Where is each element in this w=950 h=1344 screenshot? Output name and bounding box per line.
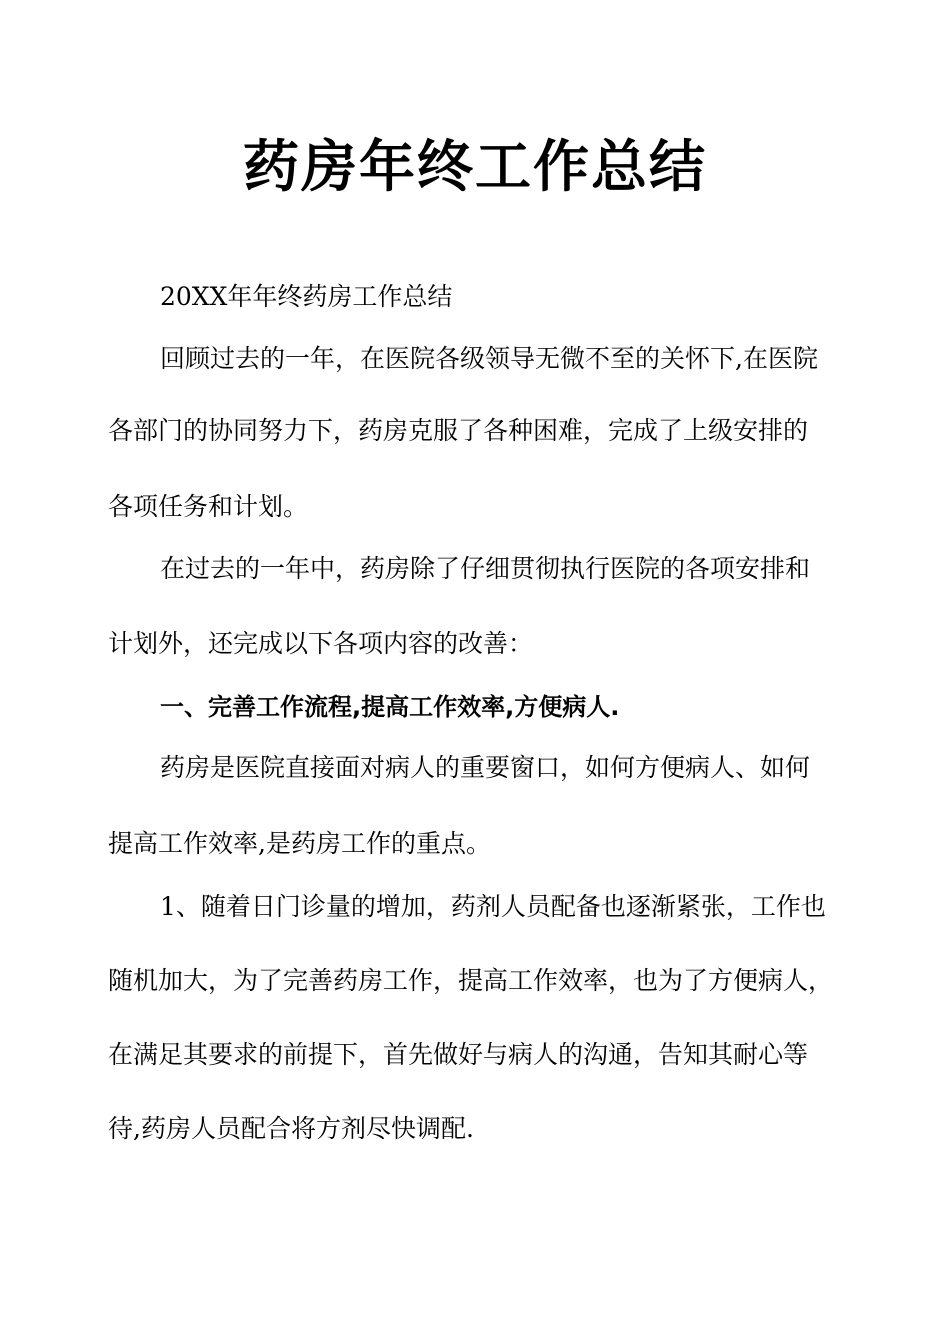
paragraph-2-line-1: 在过去的一年中，药房除了仔细贯彻执行医院的各项安排和 xyxy=(160,554,811,583)
document-title: 药房年终工作总结 xyxy=(243,135,707,200)
paragraph-1-line-2: 各部门的协同努力下，药房克服了各种困难，完成了上级安排的 xyxy=(108,416,809,445)
paragraph-4-line-4: 待,药房人员配合将方剂尽快调配. xyxy=(108,1114,474,1143)
paragraph-4-line-2: 随机加大，为了完善药房工作，提高工作效率，也为了方便病人， xyxy=(108,966,834,995)
paragraph-3-line-2: 提高工作效率,是药房工作的重点。 xyxy=(108,829,491,858)
paragraph-4-line-3: 在满足其要求的前提下，首先做好与病人的沟通，告知其耐心等 xyxy=(108,1040,809,1069)
subtitle-line: 20XX年年终药房工作总结 xyxy=(160,282,453,311)
paragraph-2-line-2: 计划外，还完成以下各项内容的改善： xyxy=(108,629,534,658)
paragraph-1-line-3: 各项任务和计划。 xyxy=(108,492,309,521)
section-heading-1: 一、完善工作流程,提高工作效率,方便病人. xyxy=(160,693,620,721)
paragraph-4-line-1: 1、随着日门诊量的增加，药剂人员配备也逐渐紧张，工作也 xyxy=(160,892,826,921)
paragraph-3-line-1: 药房是医院直接面对病人的重要窗口，如何方便病人、如何 xyxy=(160,753,811,782)
paragraph-1-line-1: 回顾过去的一年，在医院各级领导无微不至的关怀下,在医院 xyxy=(160,344,818,373)
